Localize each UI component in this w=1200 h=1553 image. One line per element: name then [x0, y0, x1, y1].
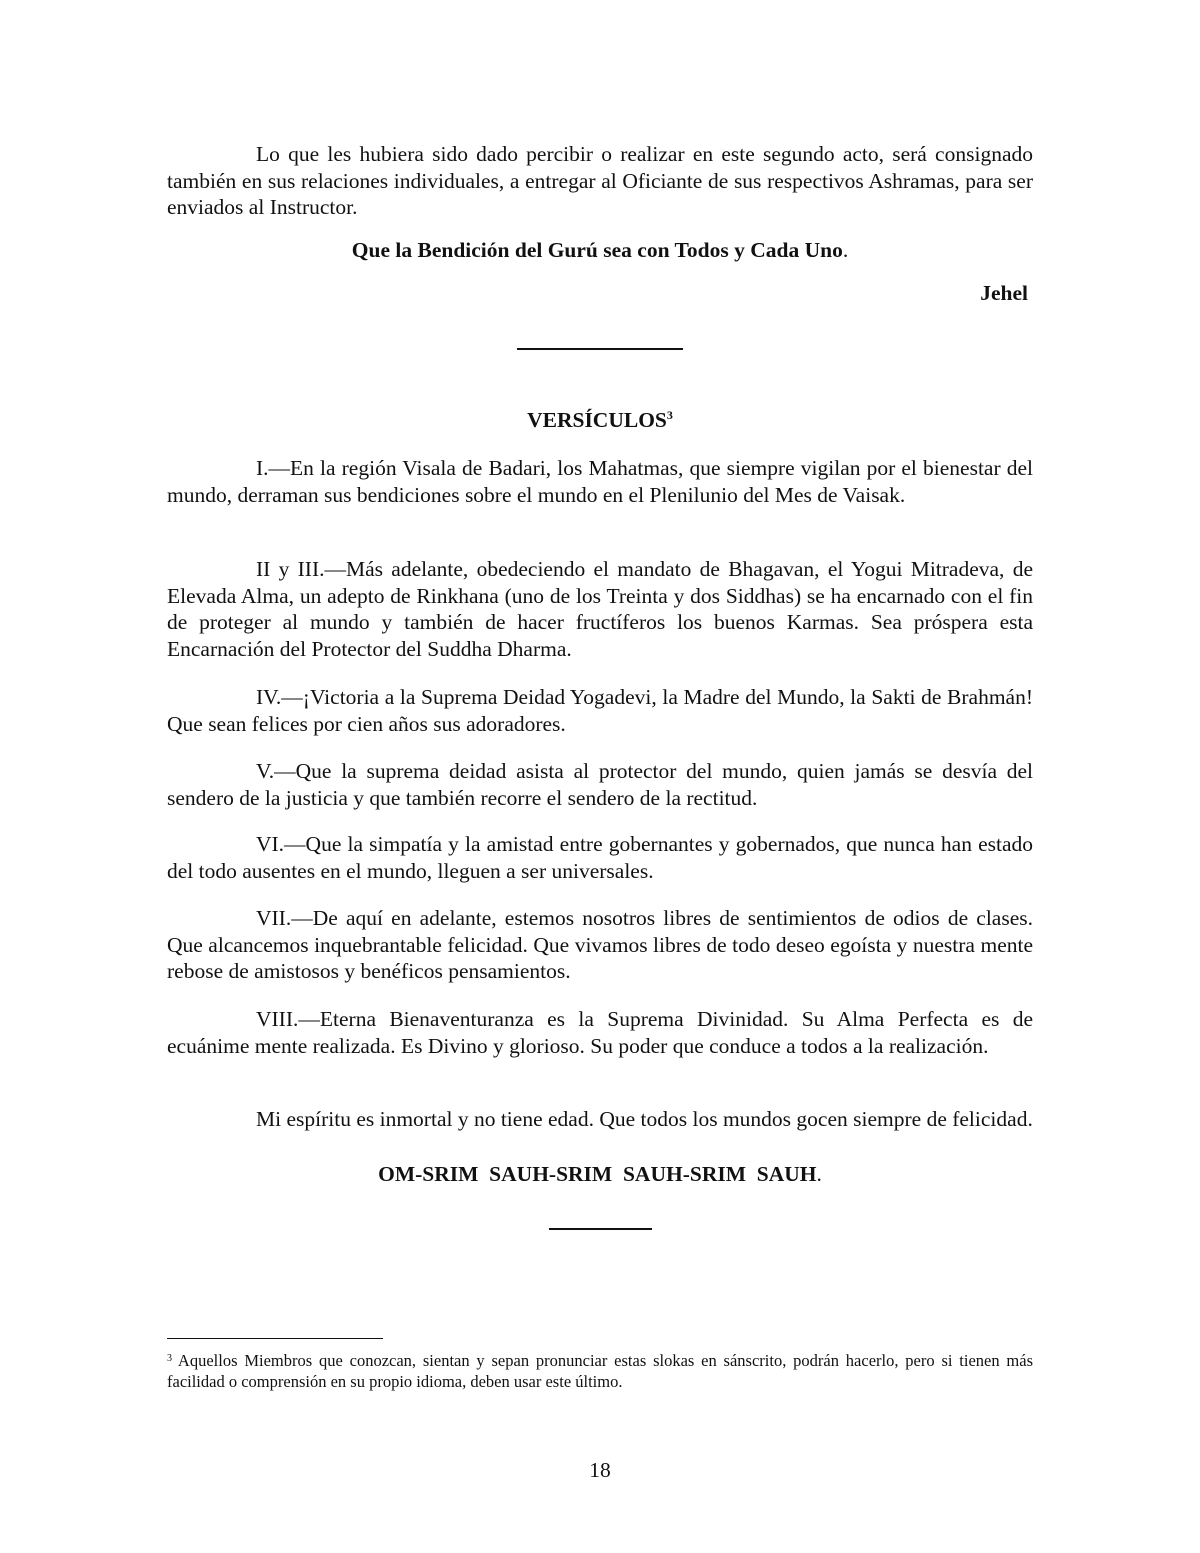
verse-1: I.—En la región Visala de Badari, los Mahatmas, que siempre vigilan por el bienestar del mundo, derraman sus bendiciones sobre el mundo en el Plenilunio del Mes de Vaisak.: [167, 456, 1033, 507]
verse-4: IV.—¡Victoria a la Suprema Deidad Yogadevi, la Madre del Mundo, la Sakti de Brahmán! Que sean felices por cien años sus adoradores.: [167, 685, 1033, 736]
footnote-text: Aquellos Miembros que conozcan, sientan y sepan pronunciar estas slokas en sánscrito, podrán hacerlo, pero si tienen más facilidad o comprensión en su propio idioma, deben usar este último.: [167, 1351, 1033, 1391]
footnote-separator: [167, 1338, 383, 1339]
section-divider: [517, 348, 683, 350]
footnote-number: 3: [167, 1353, 172, 1364]
verse-5: V.—Que la suprema deidad asista al protector del mundo, quien jamás se desvía del sendero de la justicia y que también recorre el sendero de la rectitud.: [167, 759, 1033, 810]
verse-6: VI.—Que la simpatía y la amistad entre gobernantes y gobernados, que nunca han estado del todo ausentes en el mundo, lleguen a ser universales.: [167, 832, 1033, 883]
mantra-period: .: [816, 1162, 822, 1186]
blessing-line: [167, 237, 1033, 264]
blessing-text: Que la Bendición del Gurú sea con Todos y Cada Uno: [351, 238, 843, 262]
heading-text: VERSÍCULOS: [527, 408, 667, 432]
verse-8: VIII.—Eterna Bienaventuranza es la Suprema Divinidad. Su Alma Perfecta es de ecuánime mente realizada. Es Divino y glorioso. Su poder que conduce a todos a la realización.: [167, 1007, 1033, 1058]
signature: Jehel: [980, 281, 1028, 305]
mantra-text: OM-SRIM SAUH-SRIM SAUH-SRIM SAUH: [378, 1162, 817, 1186]
closing-divider: [549, 1228, 652, 1230]
verse-2-3: II y III.—Más adelante, obedeciendo el mandato de Bhagavan, el Yogui Mitradeva, de Elevada Alma, un adepto de Rinkhana (uno de los Treinta y dos Siddhas) se ha encarnado con el fin de proteger al mundo y también de hacer fructíferos los buenos Karmas. Sea próspera esta Encarnación del Protector del Suddha Dharma.: [167, 557, 1033, 661]
verse-7: VII.—De aquí en adelante, estemos nosotros libres de sentimientos de odios de clases. Que alcancemos inquebrantable felicidad. Que vivamos libres de todo deseo egoísta y nuestra mente rebose de amistosos y benéficos pensamientos.: [167, 906, 1033, 984]
mantra-line: [167, 1161, 1033, 1188]
closing-paragraph: Mi espíritu es inmortal y no tiene edad. Que todos los mundos gocen siempre de felicidad.: [256, 1107, 1033, 1131]
footnote: [167, 1350, 1033, 1392]
footnote-reference: 3: [666, 408, 673, 422]
blessing-period: .: [842, 238, 849, 262]
section-heading: [167, 407, 1033, 434]
intro-paragraph: Lo que les hubiera sido dado percibir o realizar en este segundo acto, será consignado también en sus relaciones individuales, a entregar al Oficiante de sus respectivos Ashramas, para ser enviados al Instructor.: [167, 142, 1033, 220]
page-number: 18: [589, 1458, 611, 1482]
